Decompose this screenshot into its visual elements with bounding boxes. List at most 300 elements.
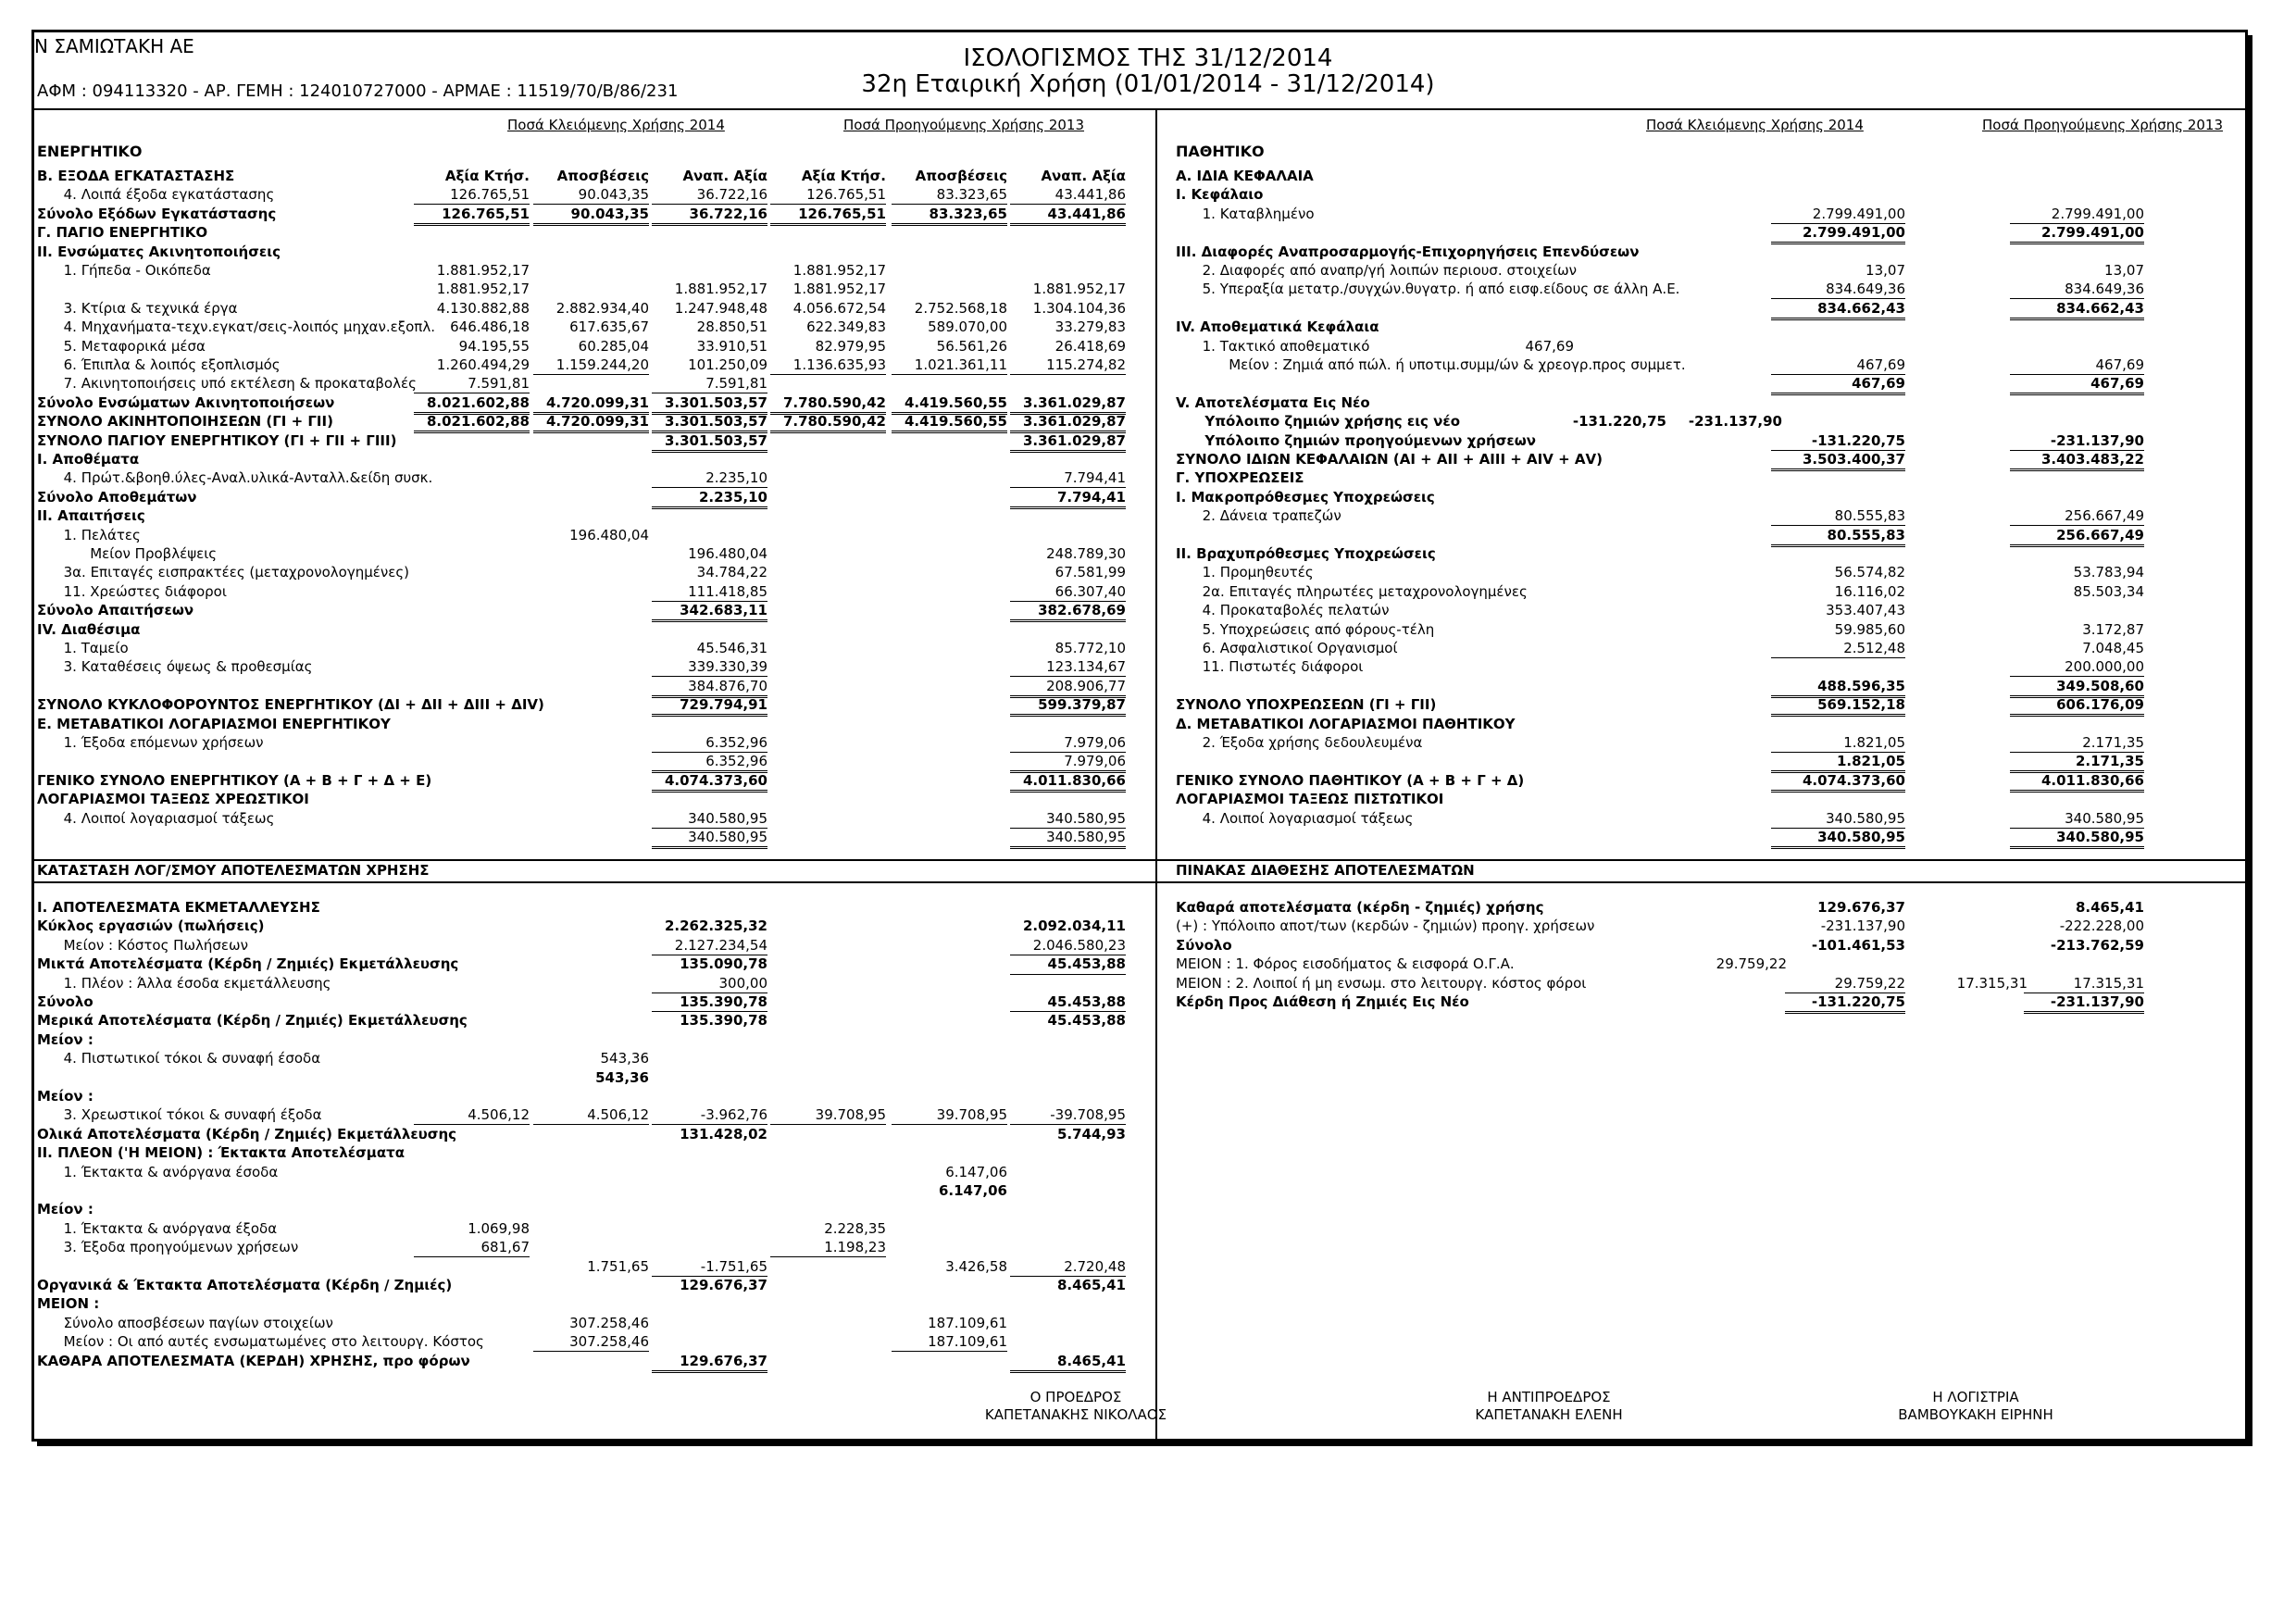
liabilities-row-label: Γ. ΥΠΟΧΡΕΩΣΕΙΣ [1176,469,1304,487]
liabilities-cell: 13,07 [2104,262,2144,279]
assets-row-label: 1. Γήπεδα - Οικόπεδα [37,262,211,279]
assets-row-label: 1. Ταμείο [37,640,129,656]
liabilities-cell: 467,69 [2010,374,2144,395]
center-divider [1155,108,1157,1442]
liabilities-cell: 834.662,43 [1771,299,1905,320]
income-cell: 131.428,02 [680,1125,767,1142]
assets-row-label: Γ. ΠΑΓΙΟ ΕΝΕΡΓΗΤΙΚΟ [37,224,208,242]
assets-cell: 1.881.952,17 [792,262,886,279]
liabilities-row-label: 2. Δάνεια τραπεζών [1176,507,1341,525]
liabilities-cell: 2.171,35 [2010,733,2144,753]
distribution-cell: 29.759,22 [1716,955,1787,973]
assets-cell: 90.043,35 [533,185,649,205]
assets-cell: 56.561,26 [936,337,1007,355]
income-row-label: 4. Πιστωτικοί τόκοι & συναφή έσοδα [37,1050,321,1067]
liabilities-row-label: Ι. Μακροπρόθεσμες Υποχρεώσεις [1176,488,1435,506]
assets-cell: 2.882.934,40 [555,299,649,317]
income-cell: 135.390,78 [652,993,767,1012]
liabilities-cell: 1.821,05 [1771,733,1905,753]
assets-cell: 7.780.590,42 [770,412,886,433]
income-cell: 187.109,61 [892,1332,1007,1352]
income-cell: 8.465,41 [1056,1277,1126,1293]
assets-cell: 622.349,83 [806,318,886,336]
assets-cell: 2.235,10 [652,468,767,488]
liabilities-cell: 467,69 [1771,374,1905,395]
liabilities-cell: 606.176,09 [2010,695,2144,717]
assets-cell: 208.906,77 [1010,677,1126,698]
assets-cell: 646.486,18 [450,318,530,336]
liabilities-row-label: ΙΙΙ. Διαφορές Αναπροσαρμογής-Επιχορηγήσεις Επενδύσεων [1176,243,1640,260]
signature-role: Ο ΠΡΟΕΔΡΟΣ [1029,1389,1122,1405]
liabilities-row-label: Ι. Κεφάλαιο [1176,186,1264,204]
liabilities-cell: 2.799.491,00 [2010,223,2144,244]
assets-row-label: ΓΕΝΙΚΟ ΣΥΝΟΛΟ ΕΝΕΡΓΗΤΙΚΟΥ (Α + Β + Γ + Δ + Ε) [37,771,432,789]
assets-cell: 4.074.373,60 [652,771,767,793]
liabilities-cell: 1.821,05 [1771,752,1905,773]
distribution-cell: -231.137,90 [1820,918,1905,935]
assets-cell: 1.881.952,17 [436,262,530,279]
income-cell: 135.090,78 [680,955,767,973]
assets-cell: 43.441,86 [1010,205,1126,226]
assets-cell: 26.418,69 [1054,337,1126,355]
liabilities-cell: 3.403.483,22 [2010,450,2144,471]
liabilities-row-label: 11. Πιστωτές διάφοροι [1176,658,1364,676]
income-cell: 45.453,88 [1047,1012,1126,1030]
liabilities-row-label: ΛΟΓΑΡΙΑΣΜΟΙ ΤΑΞΕΩΣ ΠΙΣΤΩΤΙΚΟΙ [1176,791,1444,808]
distribution-row-label: (+) : Υπόλοιπο αποτ/των (κερδών - ζημιών) προηγ. χρήσεων [1176,918,1595,935]
liabilities-cell: 4.011.830,66 [2010,771,2144,793]
assets-cell: 7.794,41 [1010,468,1126,488]
liab-col-2013: Ποσά Προηγούμενης Χρήσης 2013 [1982,117,2224,133]
assets-cell: 1.021.361,11 [914,356,1007,373]
assets-cell: 1.881.952,17 [674,281,767,298]
liabilities-cell: 2.799.491,00 [1771,223,1905,244]
assets-cell: 339.330,39 [652,657,767,677]
assets-cell: Αξία Κτήσ. [801,168,886,184]
liabilities-row-label: 1. Καταβλημένο [1176,205,1315,222]
liabilities-cell: 467,69 [1525,337,1574,355]
assets-cell: 196.480,04 [688,545,767,562]
distribution-cell: -131.220,75 [1785,993,1905,1014]
assets-cell: 1.304.104,36 [1032,299,1126,317]
distribution-cell: 17.315,31 [2024,974,2144,993]
income-cell: 5.744,93 [1056,1125,1126,1142]
liabilities-row-label: 2α. Επιταγές πληρωτέες μεταχρονολογημένες [1176,582,1528,600]
assets-row-label: Σύνολο Ενσώματων Ακινητοποιήσεων [37,393,335,411]
income-cell: 135.390,78 [680,1012,767,1030]
liabilities-cell: 16.116,02 [1834,582,1905,600]
liabilities-row-label: ΙΙ. Βραχυπρόθεσμες Υποχρεώσεις [1176,545,1436,562]
assets-cell: 1.247.948,48 [674,299,767,317]
assets-cell: 36.722,16 [652,205,767,226]
income-cell: -3.962,76 [652,1105,767,1125]
assets-row-label: ΣΥΝΟΛΟ ΚΥΚΛΟΦΟΡΟΥΝΤΟΣ ΕΝΕΡΓΗΤΙΚΟΥ (ΔΙ + ΔΙΙ + ΔΙΙΙ + ΔΙV) [37,696,544,714]
assets-cell: 126.765,51 [414,205,530,226]
assets-cell: 111.418,85 [652,582,767,602]
assets-cell: 342.683,11 [652,601,767,622]
assets-cell: 3.301.503,57 [652,393,767,415]
liabilities-cell: 85.503,34 [2073,582,2144,600]
income-row-label: Ι. ΑΠΟΤΕΛΕΣΜΑΤΑ ΕΚΜΕΤΑΛΛΕΥΣΗΣ [37,899,320,916]
header-divider [31,108,2248,110]
signature-name: ΒΑΜΒΟΥΚΑΚΗ ΕΙΡΗΝΗ [1898,1406,2053,1423]
assets-cell: 8.021.602,88 [414,393,530,415]
liabilities-cell: 467,69 [1771,356,1905,375]
assets-cell: 67.581,99 [1054,564,1126,581]
income-row-label: Κύκλος εργασιών (πωλήσεις) [37,918,265,935]
assets-row-label: 5. Μεταφορικά μέσα [37,337,206,355]
assets-row-label: ΙΙ. Ενσώματες Ακινητοποιήσεις [37,243,281,260]
income-cell: 1.069,98 [468,1219,530,1237]
liabilities-row-label: 4. Λοιποί λογαριασμοί τάξεως [1176,809,1414,827]
assets-cell: 7.591,81 [414,374,530,393]
assets-cell: 3.361.029,87 [1010,431,1126,453]
income-heading: ΚΑΤΑΣΤΑΣΗ ΛΟΓ/ΣΜΟΥ ΑΠΟΤΕΛΕΣΜΑΤΩΝ ΧΡΗΣΗΣ [37,862,430,879]
liabilities-cell: 2.171,35 [2010,752,2144,773]
income-row-label: ΚΑΘΑΡΑ ΑΠΟΤΕΛΕΣΜΑΤΑ (ΚΕΡΔΗ) ΧΡΗΣΗΣ, προ φόρων [37,1352,470,1369]
assets-cell: 4.419.560,55 [892,412,1007,433]
assets-cell: 196.480,04 [569,526,649,543]
assets-row-label: 3. Κτίρια & τεχνικά έργα [37,299,238,317]
assets-heading: ΕΝΕΡΓΗΤΙΚΟ [37,143,143,160]
liabilities-cell: 7.048,45 [2082,640,2144,656]
liabilities-row-label: ΣΥΝΟΛΟ ΙΔΙΩΝ ΚΕΦΑΛΑΙΩΝ (ΑΙ + ΑΙΙ + ΑΙΙΙ + ΑΙV + ΑV) [1176,451,1603,468]
assets-cell: 7.780.590,42 [770,393,886,415]
frame-shadow-bottom [37,1441,2252,1446]
liabilities-cell: 2.799.491,00 [1771,205,1905,224]
distribution-cell: -222.228,00 [2059,918,2144,935]
assets-cell: 340.580,95 [652,809,767,829]
assets-row-label: 1. Πελάτες [37,526,141,543]
assets-row-label: 4. Μηχανήματα-τεχν.εγκατ/σεις-λοιπός μηχαν.εξοπλ. [37,318,435,336]
liabilities-cell: 256.667,49 [2010,506,2144,526]
assets-cell: 33.910,51 [696,337,767,355]
assets-cell [533,374,649,375]
income-cell: 4.506,12 [414,1105,530,1125]
assets-row-label: 11. Χρεώστες διάφοροι [37,582,227,600]
assets-cell: 33.279,83 [1054,318,1126,336]
income-cell: 2.092.034,11 [1022,918,1126,935]
assets-cell: 83.323,65 [892,185,1007,205]
income-row-label: Μικτά Αποτελέσματα (Κέρδη / Ζημιές) Εκμετάλλευσης [37,955,459,973]
distribution-row-label: Σύνολο [1176,936,1232,954]
income-row-label: Ολικά Αποτελέσματα (Κέρδη / Ζημιές) Εκμετάλλευσης [37,1125,457,1142]
liabilities-cell: 13,07 [1866,262,1905,279]
liabilities-row-label: Δ. ΜΕΤΑΒΑΤΙΚΟΙ ΛΟΓΑΡΙΑΣΜΟΙ ΠΑΘΗΤΙΚΟΥ [1176,715,1516,732]
assets-row-label: Β. ΕΞΟΔΑ ΕΓΚΑΤΑΣΤΑΣΗΣ [37,168,235,184]
assets-cell: 1.881.952,17 [1032,281,1126,298]
income-row-label: Σύνολο αποσβέσεων παγίων στοιχείων [37,1314,333,1331]
income-row-label: ΜΕΙΟΝ : [37,1295,100,1313]
assets-cell: 4.056.672,54 [792,299,886,317]
assets-cell [1010,374,1126,375]
liabilities-cell: 4.074.373,60 [1771,771,1905,793]
assets-row-label: Σύνολο Απαιτήσεων [37,602,194,619]
assets-cell: 34.784,22 [696,564,767,581]
assets-cell: 729.794,91 [652,695,767,717]
assets-row-label: 7. Ακινητοποιήσεις υπό εκτέλεση & προκαταβολές [37,375,417,393]
liabilities-row-label: 1. Προμηθευτές [1176,564,1314,581]
distribution-cell: -231.137,90 [2024,993,2144,1014]
liabilities-row-label: 1. Τακτικό αποθεματικό [1176,337,1370,355]
distribution-heading: ΠΙΝΑΚΑΣ ΔΙΑΘΕΣΗΣ ΑΠΟΤΕΛΕΣΜΑΤΩΝ [1176,862,1475,879]
distribution-row-label: Καθαρά αποτελέσματα (κέρδη - ζημιές) χρήσης [1176,899,1544,916]
income-cell: -39.708,95 [1010,1105,1126,1125]
assets-cell: 4.419.560,55 [892,393,1007,415]
assets-cell [770,374,886,375]
balance-period: 32η Εταιρική Χρήση (01/01/2014 - 31/12/2014) [861,70,1435,98]
signature-name: ΚΑΠΕΤΑΝΑΚΗ ΕΛΕΝΗ [1475,1406,1623,1423]
liabilities-cell: 3.503.400,37 [1771,450,1905,471]
assets-row-label: ΣΥΝΟΛΟ ΠΑΓΙΟΥ ΕΝΕΡΓΗΤΙΚΟΥ (ΓΙ + ΓΙΙ + ΓΙΙΙ) [37,431,397,449]
assets-cell: 1.881.952,17 [436,281,530,298]
income-cell: 2.228,35 [824,1219,886,1237]
assets-row-label: 4. Λοιπά έξοδα εγκατάστασης [37,186,275,204]
assets-cell: 94.195,55 [458,337,530,355]
distribution-cell: -101.461,53 [1811,936,1905,954]
signature-name: ΚΑΠΕΤΑΝΑΚΗΣ ΝΙΚΟΛΑΟΣ [984,1406,1167,1423]
liabilities-cell: 349.508,60 [2010,677,2144,698]
income-cell: 45.453,88 [1010,993,1126,1012]
income-cell: 300,00 [652,974,767,993]
income-cell: 3.426,58 [945,1257,1007,1275]
income-cell: 6.147,06 [938,1182,1007,1199]
assets-cell: 7.979,06 [1010,752,1126,773]
liabilities-row-label: ΓΕΝΙΚΟ ΣΥΝΟΛΟ ΠΑΘΗΤΙΚΟΥ (Α + Β + Γ + Δ) [1176,771,1525,789]
assets-cell: 66.307,40 [1010,582,1126,602]
assets-cell: 126.765,51 [770,185,886,205]
mid-divider-top [31,859,2248,861]
distribution-row-label: ΜΕΙΟΝ : 1. Φόρος εισοδήματος & εισφορά Ο.Γ.Α. [1176,955,1515,973]
assets-cell: 4.720.099,31 [533,393,649,415]
liabilities-cell: 56.574,82 [1834,564,1905,581]
assets-cell: 7.979,06 [1010,733,1126,753]
income-cell: 1.751,65 [587,1257,649,1275]
assets-cell: 8.021.602,88 [414,412,530,433]
liabilities-cell: 53.783,94 [2073,564,2144,581]
signature-block [1809,1389,2142,1424]
liabilities-row-label: ΣΥΝΟΛΟ ΥΠΟΧΡΕΩΣΕΩΝ (ΓΙ + ΓΙΙ) [1176,696,1437,714]
distribution-cell: 29.759,22 [1785,974,1905,993]
income-cell: 129.676,37 [652,1352,767,1373]
balance-title: ΙΣΟΛΟΓΙΣΜΟΣ ΤΗΣ 31/12/2014 [963,44,1333,72]
assets-cell: 3.361.029,87 [1010,393,1126,415]
assets-row-label: 1. Έξοδα επόμενων χρήσεων [37,734,264,751]
income-cell: 6.147,06 [945,1163,1007,1180]
assets-row-label: Σύνολο Αποθεμάτων [37,488,197,506]
liabilities-cell: 200.000,00 [2010,657,2144,677]
liabilities-cell: 3.172,87 [2082,620,2144,638]
income-cell: 681,67 [414,1238,530,1257]
income-row-label: 3. Χρεωστικοί τόκοι & συναφή έξοδα [37,1106,322,1124]
mid-divider-bottom [31,881,2248,883]
assets-cell: 85.772,10 [1054,640,1126,656]
liabilities-row-label: ΙV. Αποθεματικά Κεφάλαια [1176,318,1379,336]
liabilities-heading: ΠΑΘΗΤΙΚΟ [1176,143,1265,160]
income-row-label: Μείον : [37,1030,94,1048]
income-row-label: Σύνολο [37,993,94,1010]
assets-cell: 36.722,16 [652,185,767,205]
assets-row-label: 3α. Επιταγές εισπρακτέες (μεταχρονολογημένες) [37,564,409,581]
signature-block [1382,1389,1716,1424]
liabilities-row-label: 2. Διαφορές από αναπρ/γή λοιπών περιουσ. στοιχείων [1176,262,1578,279]
income-cell [1010,974,1126,975]
income-row-label: Μείον : [37,1088,94,1105]
liabilities-row-label: Υπόλοιπο ζημιών προηγούμενων χρήσεων [1176,431,1536,449]
assets-cell: 2.235,10 [652,488,767,509]
assets-cell: 4.130.882,88 [436,299,530,317]
liab-col-2014: Ποσά Κλειόμενης Χρήσης 2014 [1646,117,1864,133]
income-row-label: 1. Έκτακτα & ανόργανα έσοδα [37,1163,279,1180]
assets-cell: 382.678,69 [1010,601,1126,622]
assets-cell: 1.260.494,29 [436,356,530,373]
assets-cell: 43.441,86 [1010,185,1126,205]
liabilities-row-label: V. Αποτελέσματα Εις Νέο [1176,393,1370,411]
income-cell: 307.258,46 [533,1332,649,1352]
frame-shadow-right [2247,35,2252,1444]
distribution-cell: 8.465,41 [2075,899,2144,916]
distribution-row-label: Κέρδη Προς Διάθεση ή Ζημιές Εις Νέο [1176,993,1469,1010]
liabilities-cell: 834.649,36 [2010,280,2144,299]
liabilities-cell: 2.799.491,00 [2010,205,2144,224]
income-row-label: Μείον : Κόστος Πωλήσεων [37,936,248,954]
assets-cell: 7.591,81 [652,374,767,393]
assets-cell: 248.789,30 [1046,545,1126,562]
assets-row-label: 4. Πρώτ.&βοηθ.ύλες-Αναλ.υλικά-Ανταλλ.&είδη συσκ. [37,469,433,487]
assets-row-label: 3. Καταθέσεις όψεως & προθεσμίας [37,658,313,676]
income-row-label: Μείον : [37,1201,94,1218]
liabilities-cell: 834.662,43 [2010,299,2144,320]
assets-cell: 101.250,09 [688,356,767,373]
liabilities-cell: -231.137,90 [2010,431,2144,451]
liabilities-row-label: 2. Έξοδα χρήσης δεδουλευμένα [1176,734,1423,751]
assets-cell: Αξία Κτήσ. [444,168,530,184]
assets-cell: 4.720.099,31 [533,412,649,433]
liabilities-row-label: Μείον : Ζημιά από πώλ. ή υποτιμ.συμμ/ών & χρεογρ.προς συμμετ. [1176,356,1686,373]
page-frame [31,30,2248,1442]
assets-cell: 340.580,95 [1010,828,1126,849]
income-row-label: Μείον : Οι από αυτές ενσωματωμένες στο λειτουργ. Κόστος [37,1333,484,1351]
liabilities-extra-cell: -231.137,90 [1688,413,1782,431]
liabilities-row-label: Υπόλοιπο ζημιών χρήσης εις νέο [1176,413,1461,431]
income-row-label: 3. Έξοδα προηγούμενων χρήσεων [37,1239,299,1256]
income-cell: 187.109,61 [928,1314,1007,1331]
income-cell: 2.720,48 [1010,1257,1126,1277]
distribution-cell: 129.676,37 [1817,899,1905,916]
assets-cell: 6.352,96 [652,733,767,753]
liabilities-cell: 340.580,95 [1771,809,1905,829]
income-cell: 543,36 [600,1050,649,1067]
income-cell: 4.506,12 [533,1105,649,1125]
assets-cell: 126.765,51 [770,205,886,226]
assets-cell: 1.159.244,20 [555,356,649,373]
liabilities-cell: 59.985,60 [1834,620,1905,638]
income-cell: 2.046.580,23 [1010,936,1126,955]
assets-row-label: Σύνολο Εξόδων Εγκατάστασης [37,205,277,222]
income-cell: -1.751,65 [652,1257,767,1277]
assets-row-label: ΙV. Διαθέσιμα [37,620,141,638]
assets-cell: 1.881.952,17 [792,281,886,298]
distribution-row-label: ΜΕΙΟΝ : 2. Λοιποί ή μη ενσωμ. στο λειτουργ. κόστος φόροι [1176,974,1587,992]
assets-row-label: ΙΙ. Απαιτήσεις [37,507,145,525]
distribution-cell: 17.315,31 [1956,974,2028,992]
assets-cell: Αναπ. Αξία [1041,168,1126,184]
income-row-label: Οργανικά & Έκτακτα Αποτελέσματα (Κέρδη / Ζημιές) [37,1277,453,1293]
liabilities-row-label: Α. ΙΔΙΑ ΚΕΦΑΛΑΙΑ [1176,168,1314,184]
assets-cell: 384.876,70 [652,677,767,698]
liabilities-cell [1771,657,1905,658]
income-cell: 1.198,23 [770,1238,886,1257]
assets-cell: 82.979,95 [815,337,886,355]
liabilities-cell: -131.220,75 [1771,431,1905,451]
company-name: Ν ΣΑΜΙΩΤΑΚΗ ΑΕ [34,35,194,57]
liabilities-cell: 256.667,49 [2010,526,2144,547]
assets-row-label: ΛΟΓΑΡΙΑΣΜΟΙ ΤΑΞΕΩΣ ΧΡΕΩΣΤΙΚΟΙ [37,791,309,808]
assets-cell: 115.274,82 [1046,356,1126,373]
assets-cell: 90.043,35 [533,205,649,226]
assets-row-label: Ε. ΜΕΤΑΒΑΤΙΚΟΙ ΛΟΓΑΡΙΑΣΜΟΙ ΕΝΕΡΓΗΤΙΚΟΥ [37,715,391,732]
liabilities-extra-cell: -131.220,75 [1572,413,1666,431]
liabilities-row-label: 4. Προκαταβολές πελατών [1176,602,1390,619]
assets-cell: 123.134,67 [1010,657,1126,677]
assets-cell: Αποσβέσεις [556,168,649,184]
liabilities-row-label: 5. Υπεραξία μετατρ./συγχών.θυγατρ. ή από εισφ.είδους σε άλλη Α.Ε. [1176,281,1680,298]
assets-cell: 60.285,04 [578,337,649,355]
assets-cell: 3.301.503,57 [652,431,767,453]
liabilities-cell: 353.407,43 [1826,602,1905,619]
liabilities-cell: 340.580,95 [2010,828,2144,849]
income-cell: 543,36 [595,1068,649,1086]
assets-cell: 340.580,95 [1010,809,1126,829]
assets-row-label: 4. Λοιποί λογαριασμοί τάξεως [37,809,275,827]
assets-cell: 28.850,51 [696,318,767,336]
assets-cell: 340.580,95 [652,828,767,849]
assets-cell: 589.070,00 [928,318,1007,336]
assets-row-label: ΣΥΝΟΛΟ ΑΚΙΝΗΤΟΠΟΙΗΣΕΩΝ (ΓΙ + ΓΙΙ) [37,413,333,431]
liabilities-cell: 80.555,83 [1771,506,1905,526]
assets-cell: 45.546,31 [696,640,767,656]
income-row-label: 1. Έκτακτα & ανόργανα έξοδα [37,1219,278,1237]
assets-row-label: Μείον Προβλέψεις [37,545,218,562]
income-row-label: Μερικά Αποτελέσματα (Κέρδη / Ζημιές) Εκμετάλλευσης [37,1012,468,1030]
assets-cell: 599.379,87 [1010,695,1126,717]
liabilities-cell: 80.555,83 [1771,526,1905,547]
income-cell: 129.676,37 [680,1277,767,1293]
assets-cell: 3.301.503,57 [652,412,767,433]
assets-cell: 3.361.029,87 [1010,412,1126,433]
liabilities-cell: 834.649,36 [1771,280,1905,299]
income-cell: 8.465,41 [1010,1352,1126,1373]
liabilities-row-label: 6. Ασφαλιστικοί Οργανισμοί [1176,640,1398,656]
liabilities-cell: 340.580,95 [1771,828,1905,849]
assets-cell: 83.323,65 [892,205,1007,226]
assets-cell: Αποσβέσεις [915,168,1007,184]
signature-block [909,1389,1242,1424]
income-cell: 307.258,46 [569,1314,649,1331]
assets-cell [892,374,1007,375]
assets-cell: 1.136.635,93 [792,356,886,373]
assets-cell: 2.752.568,18 [914,299,1007,317]
assets-cell: 617.635,67 [569,318,649,336]
assets-row-label: 6. Έπιπλα & λοιπός εξοπλισμός [37,356,281,373]
income-cell: 2.262.325,32 [664,918,767,935]
liabilities-row-label: 5. Υποχρεώσεις από φόρους-τέλη [1176,620,1435,638]
income-cell: 2.127.234,54 [652,936,767,955]
assets-cell: 7.794,41 [1010,488,1126,509]
distribution-cell: -213.762,59 [2050,936,2144,954]
signature-role: Η ΛΟΓΙΣΤΡΙΑ [1932,1389,2019,1405]
liabilities-cell: 2.512,48 [1843,640,1905,656]
